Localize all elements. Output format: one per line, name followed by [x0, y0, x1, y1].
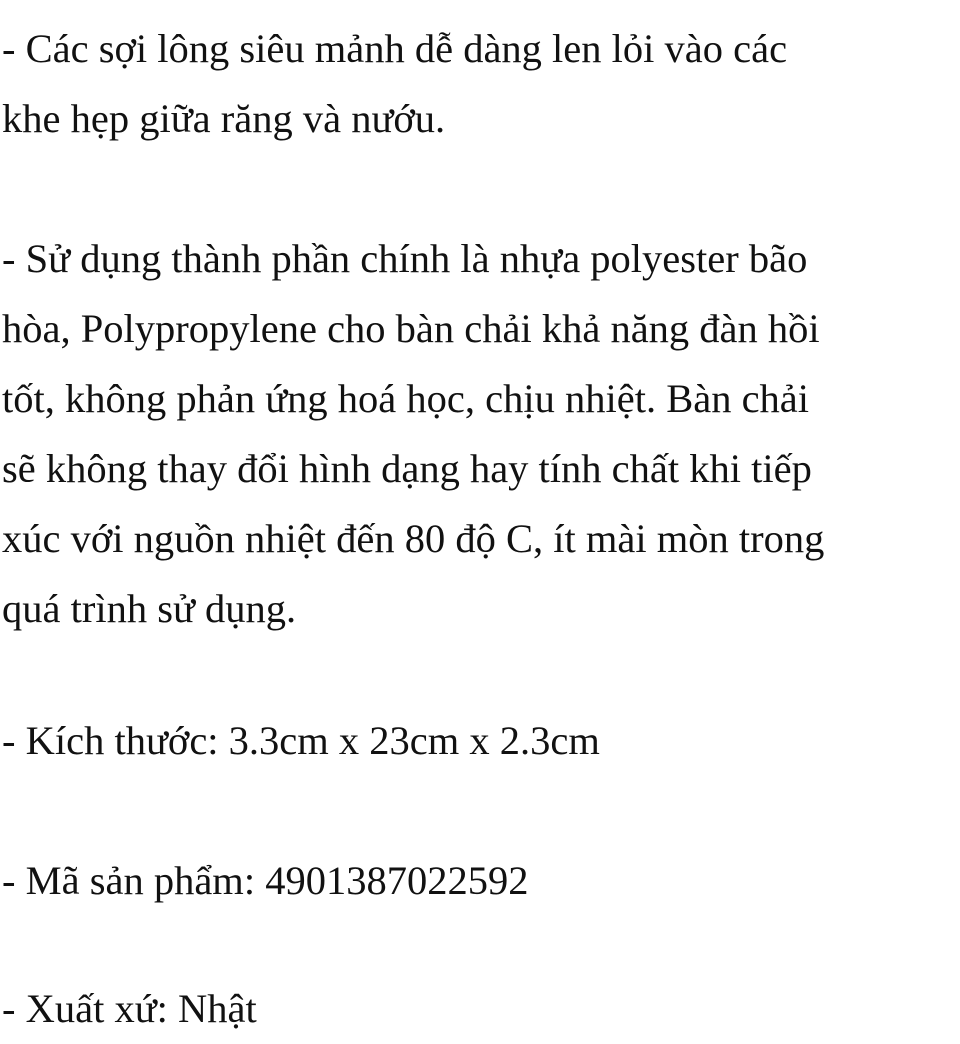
material-line-4: sẽ không thay đổi hình dạng hay tính chất khi tiếp: [2, 446, 812, 491]
material-line-1: - Sử dụng thành phần chính là nhựa polyester bão: [2, 236, 808, 281]
origin-line: - Xuất xứ: Nhật: [2, 986, 257, 1031]
material-line-2: hòa, Polypropylene cho bàn chải khả năng đàn hồi: [2, 306, 820, 351]
bristles-line-2: khe hẹp giữa răng và nướu.: [2, 96, 446, 141]
bristles-line-1: - Các sợi lông siêu mảnh dễ dàng len lỏi vào các: [2, 26, 788, 71]
material-line-5: xúc với nguồn nhiệt đến 80 độ C, ít mài mòn trong: [2, 516, 825, 561]
product-code-line: - Mã sản phẩm: 4901387022592: [2, 858, 529, 903]
material-line-3: tốt, không phản ứng hoá học, chịu nhiệt. Bàn chải: [2, 376, 810, 421]
material-line-6: quá trình sử dụng.: [2, 586, 297, 631]
dimensions-line: - Kích thước: 3.3cm x 23cm x 2.3cm: [2, 718, 600, 763]
